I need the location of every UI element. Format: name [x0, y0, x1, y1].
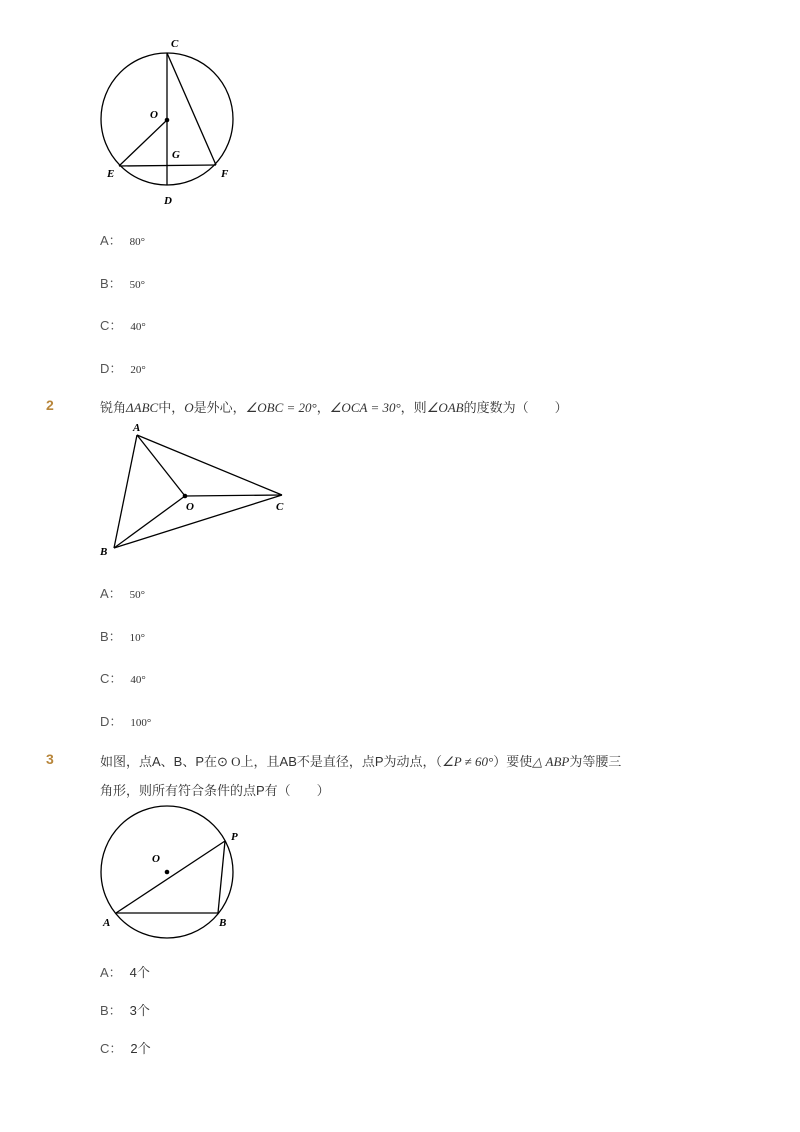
q2-figure — [95, 420, 295, 565]
q1-option-a[interactable] — [100, 230, 145, 249]
option-value: 4个 — [129, 965, 150, 980]
q1-label-f: F — [221, 168, 229, 180]
q1-center-point — [165, 118, 170, 123]
option-letter: D： — [100, 714, 123, 729]
option-value: 3个 — [129, 1003, 150, 1018]
option-value: 2个 — [130, 1041, 151, 1056]
option-value: 50° — [129, 589, 146, 601]
q2-segment-oa — [137, 435, 185, 496]
q2-center-point — [183, 494, 188, 499]
option-value: 80° — [129, 236, 146, 248]
q2-side-ac — [137, 435, 282, 495]
q3-stem-line2: 角形，则所有符合条件的点P有（ ） — [100, 783, 330, 798]
q1-label-o: O — [150, 109, 158, 121]
q1-option-b[interactable] — [100, 273, 145, 292]
q3-stem-line1: 如图，点A、B、P在⊙ O上，且AB不是直径，点P为动点，（∠P ≠ 60°）要使△ ABP为等腰三 — [100, 754, 622, 769]
q1-segment-oe — [119, 120, 167, 166]
q3-option-c[interactable] — [100, 1038, 151, 1057]
option-value: 20° — [130, 364, 146, 376]
option-letter: A： — [100, 233, 122, 248]
q3-label-p: P — [231, 831, 238, 843]
q3-label-b: B — [219, 917, 227, 929]
option-letter: D： — [100, 361, 123, 376]
q2-label-o: O — [186, 501, 194, 513]
option-value: 40° — [130, 674, 146, 686]
option-value: 50° — [129, 279, 146, 291]
q2-side-bc — [114, 495, 282, 548]
option-value: 40° — [130, 321, 146, 333]
option-letter: C： — [100, 671, 123, 686]
option-letter: C： — [100, 1041, 123, 1056]
q2-option-a[interactable] — [100, 583, 145, 602]
q2-option-c[interactable] — [100, 668, 146, 687]
q3-chord-bp — [218, 841, 225, 913]
q1-chord-ef — [119, 165, 216, 166]
q1-label-c: C — [171, 38, 179, 50]
option-letter: A： — [100, 586, 122, 601]
q2-segment-ob — [114, 496, 185, 548]
option-letter: B： — [100, 1003, 122, 1018]
q2-label-b: B — [100, 546, 108, 558]
q2-option-d[interactable] — [100, 711, 151, 730]
q3-option-b[interactable] — [100, 1000, 150, 1019]
q2-label-c: C — [276, 501, 284, 513]
q3-center-point — [165, 870, 170, 875]
q2-number: 2 — [46, 397, 54, 413]
option-letter: C： — [100, 318, 123, 333]
q1-label-e: E — [107, 168, 115, 180]
q3-figure — [95, 800, 250, 940]
q2-segment-oc — [185, 495, 282, 496]
q3-label-o: O — [152, 853, 160, 865]
q3-chord-ap — [116, 841, 225, 913]
q2-side-ab — [114, 435, 137, 548]
option-value: 10° — [129, 632, 146, 644]
q3-label-a: A — [103, 917, 111, 929]
option-letter: A： — [100, 965, 122, 980]
q2-option-b[interactable] — [100, 626, 145, 645]
q1-label-d: D — [164, 195, 172, 207]
q3-number: 3 — [46, 751, 54, 767]
option-letter: B： — [100, 276, 122, 291]
q2-stem: 锐角ΔABC中，O是外心，∠OBC = 20°，∠OCA = 30°，则∠OAB的度数为（ ） — [100, 400, 568, 415]
q2-label-a: A — [133, 422, 141, 434]
q1-option-c[interactable] — [100, 315, 146, 334]
option-letter: B： — [100, 629, 122, 644]
option-value: 100° — [130, 717, 152, 729]
q3-option-a[interactable] — [100, 962, 150, 981]
q1-option-d[interactable] — [100, 358, 146, 377]
q1-figure — [95, 35, 245, 210]
q1-label-g: G — [172, 149, 180, 161]
